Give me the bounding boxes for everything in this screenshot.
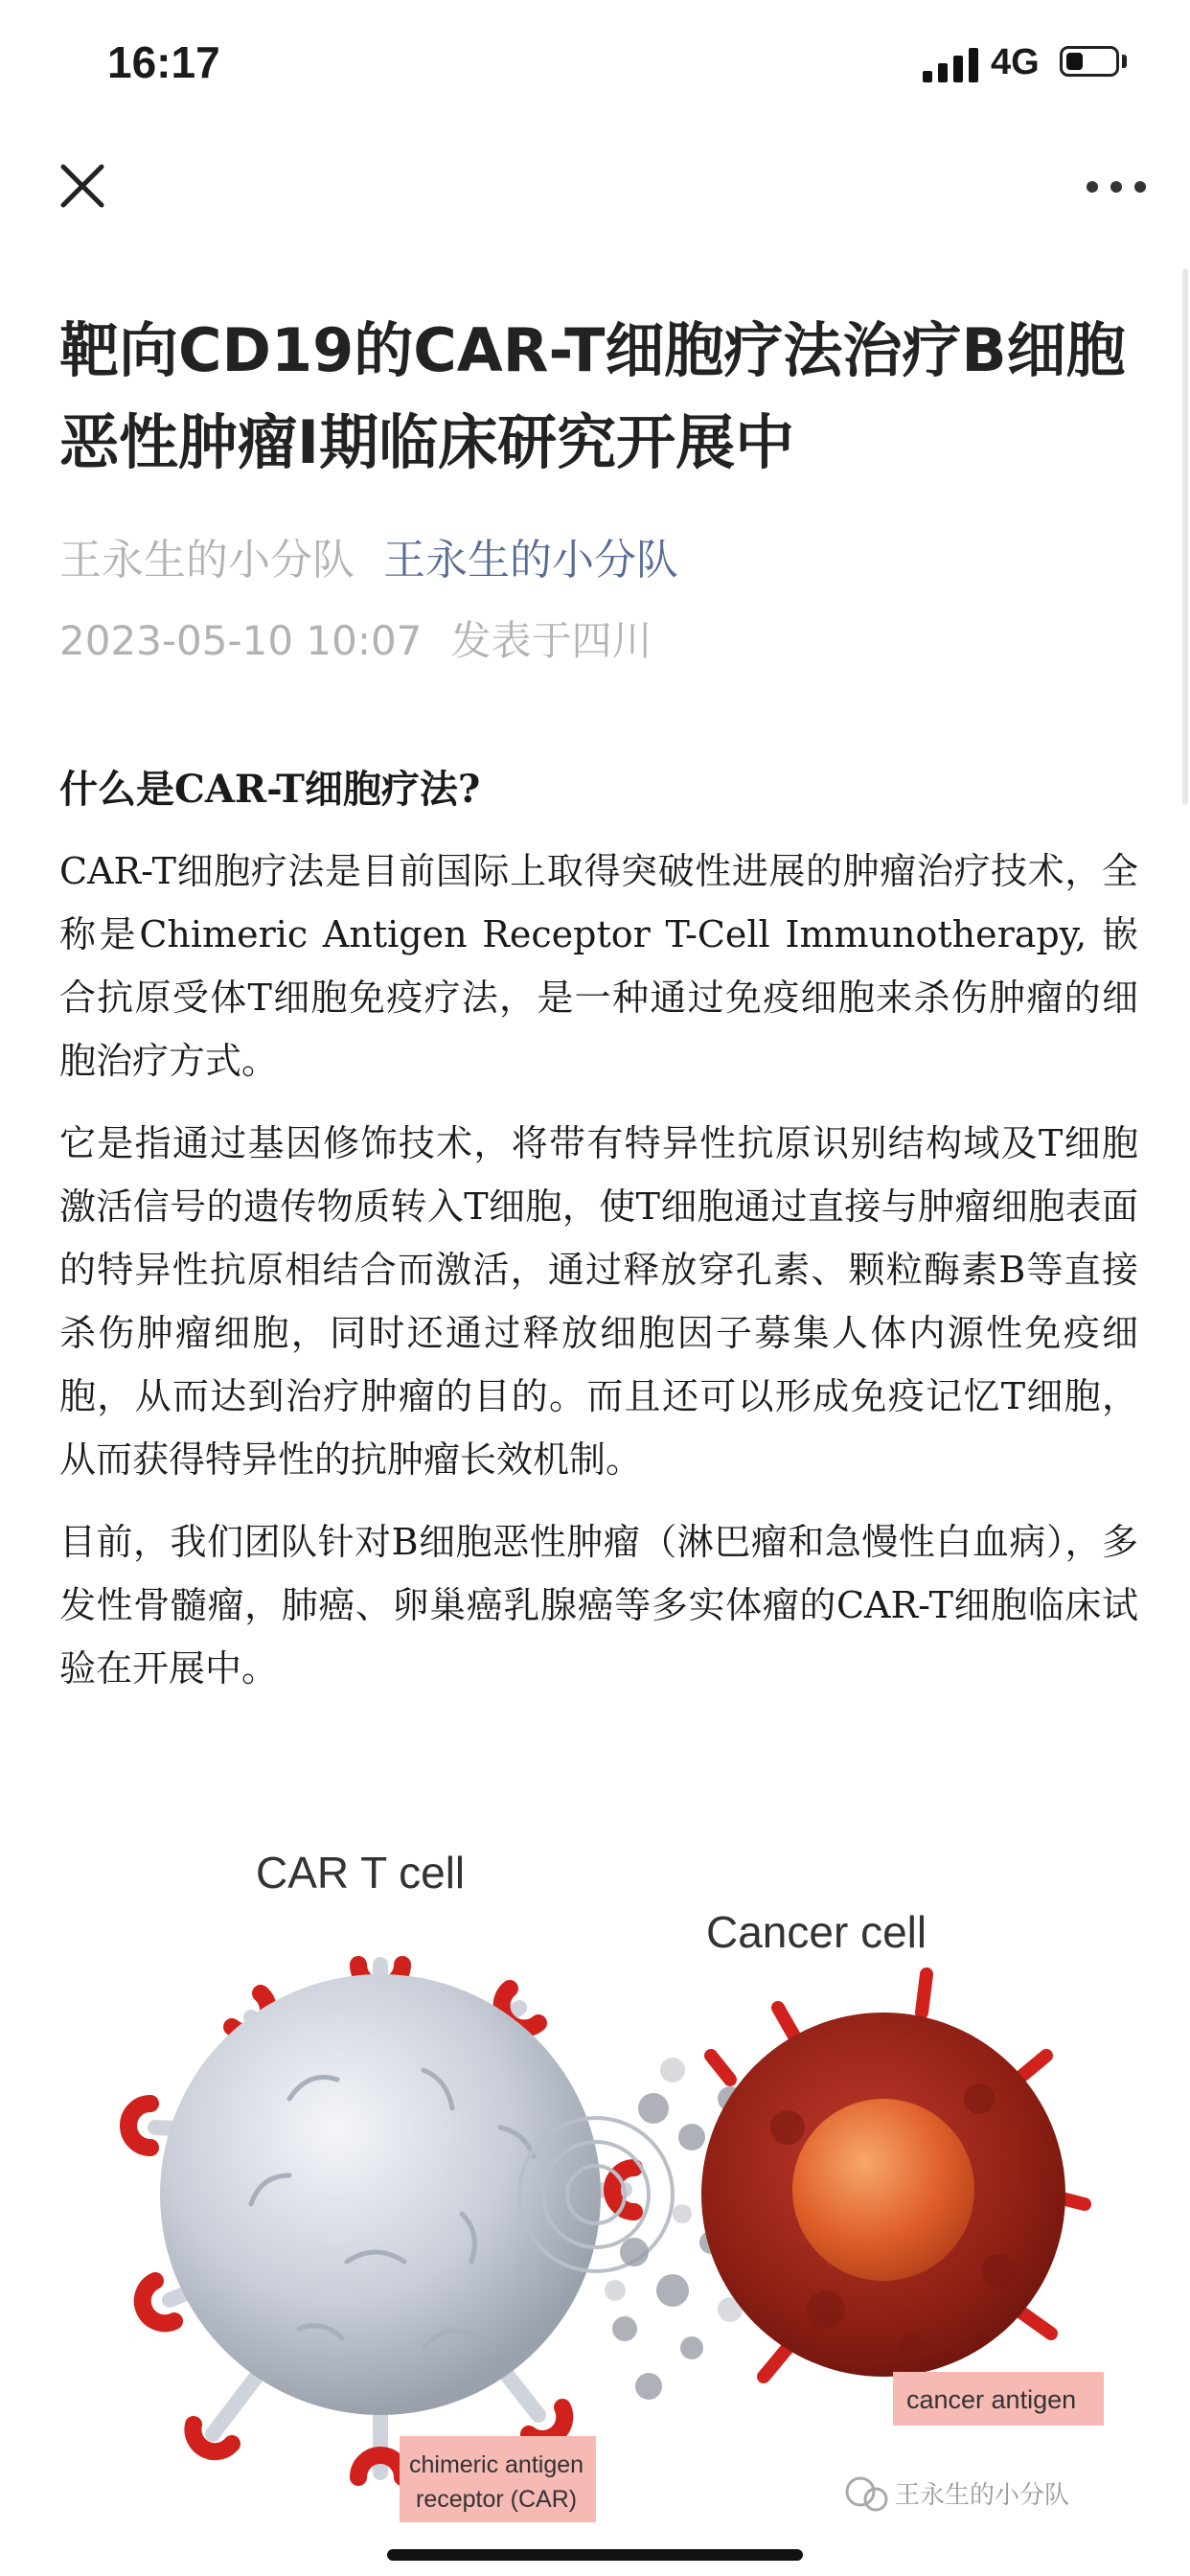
paragraph-1: CAR-T细胞疗法是目前国际上取得突破性进展的肿瘤治疗技术，全称是Chimeric Antigen Receptor T-Cell Immunotherapy, 嵌合抗原受体T细胞免疫疗法，是一种通过免疫细胞来杀伤肿瘤的细胞治疗方式。 — [59, 850, 1138, 1082]
more-icon[interactable] — [1083, 172, 1150, 201]
car-t-illustration[interactable] — [59, 1811, 1142, 2540]
author-name: 王永生的小分队 — [59, 536, 355, 585]
watermark-text: 王永生的小分队 — [895, 2481, 1070, 2510]
car-label-line1: chimeric antigen — [409, 2451, 584, 2478]
scrollbar[interactable] — [1182, 268, 1188, 805]
cancer-nucleus — [792, 2099, 974, 2281]
cancer-antigen-label: cancer antigen — [906, 2385, 1077, 2414]
car-label-line2: receptor (CAR) — [416, 2486, 578, 2513]
paragraph-2: 它是指通过基因修饰技术，将带有特异性抗原识别结构域及T细胞激活信号的遗传物质转入T细胞，使T细胞通过直接与肿瘤细胞表面的特异性抗原相结合而激活，通过释放穿孔素、颗粒酶素B等直接杀伤肿瘤细胞，同时还通过释放细胞因子募集人体内源性免疫细胞，从而达到治疗肿瘤的目的。而且还可以形成免疫记忆T细胞，从而获得特异性的抗肿瘤长效机制。 — [59, 1122, 1138, 1481]
account-link[interactable]: 王永生的小分队 — [383, 536, 678, 585]
signal-icon — [923, 48, 980, 82]
network-type: 4G — [991, 42, 1040, 82]
car-t-cell-label: CAR T cell — [256, 1848, 466, 1898]
status-bar — [0, 0, 1190, 134]
publish-info — [59, 610, 652, 667]
paragraph-3: 目前，我们团队针对B细胞恶性肿瘤（淋巴瘤和急慢性白血病），多发性骨髓瘤，肺癌、卵巢癌乳腺癌等多实体瘤的CAR-T细胞临床试验在开展中。 — [59, 1521, 1138, 1690]
cancer-cell-label: Cancer cell — [706, 1907, 927, 1957]
publish-location: 发表于四川 — [450, 617, 652, 664]
t-cell-body — [160, 1974, 601, 2415]
publish-date: 2023-05-10 10:07 — [59, 617, 423, 664]
top-nav — [0, 134, 1190, 249]
section-heading: 什么是CAR-T细胞疗法? — [59, 767, 481, 812]
battery-tip — [1122, 55, 1127, 68]
article-meta — [59, 525, 678, 586]
status-time: 16:17 — [107, 37, 220, 87]
close-icon[interactable] — [54, 157, 111, 215]
wechat-watermark — [847, 2478, 1069, 2510]
article-title: 靶向CD19的CAR-T细胞疗法治疗B细胞恶性肿瘤I期临床研究开展中 — [59, 315, 1126, 477]
article-content — [59, 757, 1138, 1719]
home-indicator[interactable] — [387, 2549, 803, 2561]
battery-icon — [1060, 46, 1119, 77]
